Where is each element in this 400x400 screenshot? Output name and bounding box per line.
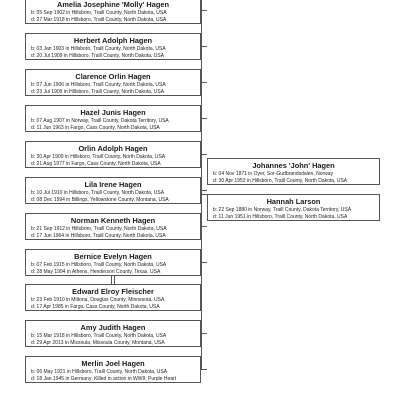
person-name: Hannah Larson: [266, 197, 321, 206]
person-box-child-9[interactable]: [25, 320, 201, 347]
death-info: d: 18 Jan 1945 in Germany; Killed in action in WWII; Purple Heart: [31, 375, 177, 382]
person-name: Edward Elroy Fleischer: [72, 287, 154, 296]
person-box-child-4[interactable]: [25, 105, 201, 132]
sibling-tick: [201, 226, 207, 227]
marriage-connector: [114, 276, 115, 284]
person-name: Merlin Joel Hagen: [81, 359, 145, 368]
death-info: d: 11 Jun 1951 in Hillsboro, Traill County, North Dakota, USA: [213, 213, 348, 220]
death-info: d: 17 Jun 1964 in Hillsboro, Traill County, North Dakota, USA: [31, 232, 166, 239]
birth-info: b: 04 Nov 1871 in Oyer, Sor-Gudbrandsdalen, Norway: [213, 171, 334, 177]
person-name: Johannes 'John' Hagen: [252, 161, 335, 170]
death-info: d: 21 Aug 1977 in Fargo, Cass County, North Dakota, USA: [31, 160, 161, 167]
person-name: Hazel Junis Hagen: [80, 108, 146, 117]
birth-info: b: 22 Sep 1880 in Norway, Traill County, Dakota Territory, USA: [213, 207, 352, 213]
person-box-child-7[interactable]: [25, 213, 201, 240]
sibling-tick: [201, 82, 207, 83]
sibling-tick: [201, 46, 207, 47]
birth-info: b: 03 Jan 1903 in Hillsboro, Traill County, North Dakota, USA: [31, 46, 166, 52]
person-name: Herbert Adolph Hagen: [73, 36, 153, 45]
person-name: Lila Irene Hagen: [84, 180, 142, 189]
birth-info: b: 07 Aug 1907 in Norway, Traill County, Dakota Territory, USA: [31, 118, 169, 124]
death-info: d: 23 Jul 1909 in Hillsboro, Traill County, North Dakota, USA: [31, 88, 165, 95]
spouse-box-child-8[interactable]: [25, 284, 201, 311]
person-box-mother[interactable]: [207, 194, 380, 221]
sibling-tick: [201, 118, 207, 119]
death-info: d: 08 Dec 1994 in Billings, Yellowstone County, Montana, USA: [31, 196, 169, 203]
person-box-child-10[interactable]: [25, 356, 201, 383]
birth-info: b: 21 Sep 1912 in Hillsboro, Traill County, North Dakota, USA: [31, 226, 167, 232]
person-name: Bernice Evelyn Hagen: [74, 252, 152, 261]
marriage-connector: [111, 276, 112, 284]
sibling-tick: [201, 154, 207, 155]
person-box-child-8[interactable]: [25, 249, 201, 276]
person-name: Norman Kenneth Hagen: [70, 216, 156, 225]
sibling-tick: [201, 10, 207, 11]
death-info: d: 11 Jun 1963 in Fargo, Cass County, North Dakota, USA: [31, 124, 160, 131]
birth-info: b: 23 Feb 1910 in Miltona, Douglas County, Minnesota, USA: [31, 297, 165, 303]
birth-info: b: 06 May 1921 in Hillsboro, Traill County, North Dakota, USA: [31, 369, 168, 375]
birth-info: b: 10 Jul 1910 in Hillsboro, Traill County, North Dakota, USA: [31, 190, 165, 196]
person-name: Amy Judith Hagen: [80, 323, 146, 332]
person-name: Clarence Orlin Hagen: [75, 72, 151, 81]
birth-info: b: 07 Feb 1915 in Hillsboro, Traill County, North Dakota, USA: [31, 262, 167, 268]
birth-info: b: 05 Sep 1902 in Hillsboro, Traill County, North Dakota, USA: [31, 10, 167, 16]
person-name: Amelia Josephine 'Molly' Hagen: [57, 0, 169, 9]
person-box-father[interactable]: [207, 158, 380, 185]
birth-info: b: 15 Mar 1918 in Hillsboro, Traill County, North Dakota, USA: [31, 333, 167, 339]
birth-info: b: 30 Apr 1909 in Hillsboro, Traill County, North Dakota, USA: [31, 154, 166, 160]
death-info: d: 30 Apr 1953 in Hillsboro, Traill County, North Dakota, USA: [213, 177, 348, 184]
sibling-tick: [201, 333, 207, 334]
person-name: Orlin Adolph Hagen: [78, 144, 148, 153]
death-info: d: 27 Mar 1918 in Hillsboro, Traill County, North Dakota, USA: [31, 16, 167, 23]
death-info: d: 29 Apr 2013 in Missoula, Missoula County, Montana, USA: [31, 339, 165, 346]
death-info: d: 28 May 1994 in Athens, Henderson County, Texas, USA: [31, 268, 161, 275]
death-info: d: 20 Jul 1909 in Hillsboro, Traill County, North Dakota, USA: [31, 52, 165, 59]
person-box-child-5[interactable]: [25, 141, 201, 168]
death-info: d: 17 Apr 1985 in Fargo, Cass County, North Dakota, USA: [31, 303, 160, 310]
sibling-tick: [201, 262, 207, 263]
person-box-child-6[interactable]: [25, 177, 201, 204]
birth-info: b: 07 Jun 1906 in Hillsboro, Traill County, North Dakota, USA: [31, 82, 166, 88]
person-box-child-3[interactable]: [25, 69, 201, 96]
person-box-child-2[interactable]: [25, 33, 201, 60]
person-box-child-1[interactable]: [25, 0, 201, 24]
sibling-vertical-line: [201, 0, 202, 370]
sibling-tick: [201, 190, 207, 191]
sibling-tick: [201, 369, 207, 370]
